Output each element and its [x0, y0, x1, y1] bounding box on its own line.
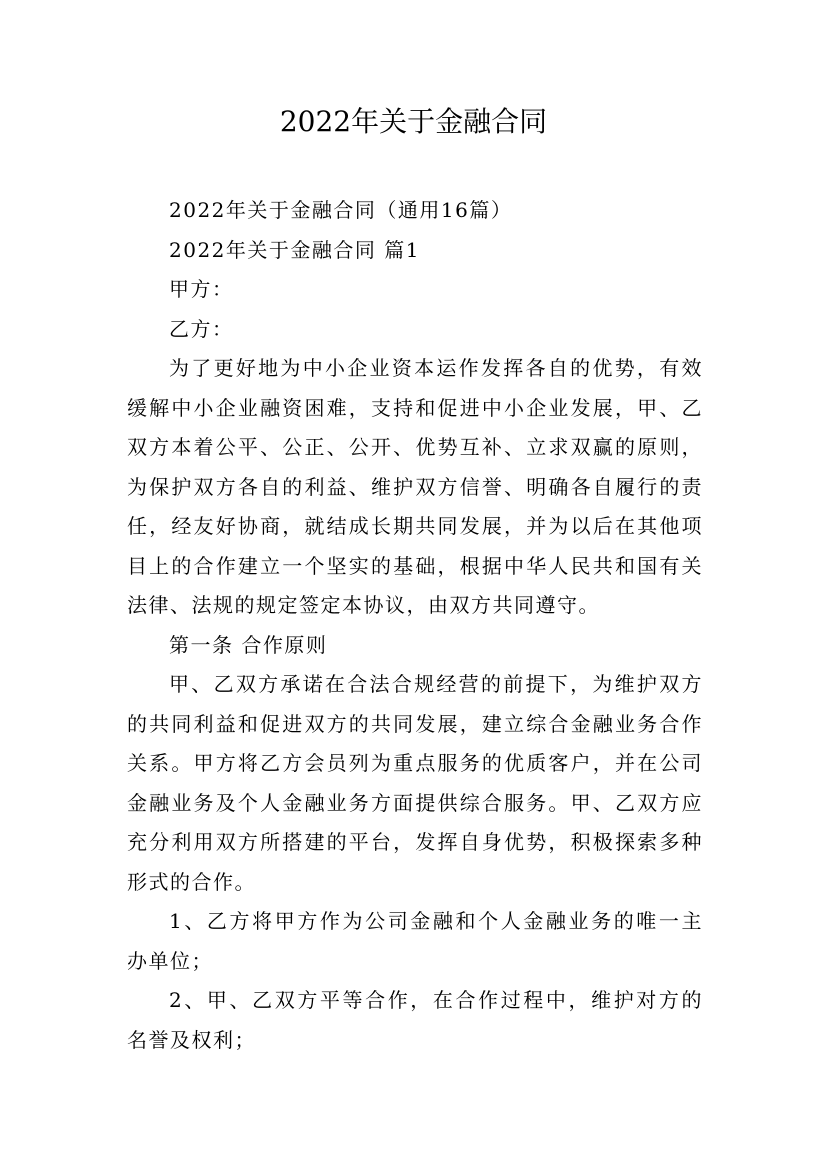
list-item-line: 办单位；	[127, 948, 213, 973]
paragraph-line: 为了更好地为中小企业资本运作发挥各自的优势，有效	[169, 356, 703, 380]
paragraph-line: 目上的合作建立一个坚实的基础，根据中华人民共和国有关	[127, 553, 703, 578]
list-item-line: 2、甲、乙双方平等合作，在合作过程中，维护对方的	[169, 988, 703, 1012]
paragraph-line: 为保护双方各自的利益、维护双方信誉、明确各自履行的责	[127, 474, 703, 499]
paragraph-line: 任，经友好协商，就结成长期共同发展，并为以后在其他项	[127, 514, 703, 538]
paragraph-line: 金融业务及个人金融业务方面提供综合服务。甲、乙双方应	[127, 790, 703, 815]
paragraph-line: 形式的合作。	[127, 869, 256, 894]
paragraph-line: 关系。甲方将乙方会员列为重点服务的优质客户，并在公司	[127, 751, 703, 775]
document-title: 2022年关于金融合同	[279, 105, 548, 138]
article-heading: 第一条 合作原则	[169, 632, 328, 657]
paragraph-line: 缓解中小企业融资困难，支持和促进中小企业发展，甲、乙	[127, 395, 703, 420]
section-heading: 2022年关于金融合同 篇1	[169, 237, 420, 262]
party-b-line: 乙方：	[169, 316, 234, 341]
paragraph-line: 甲、乙双方承诺在合法合规经营的前提下，为维护双方	[169, 672, 703, 696]
list-item-line: 名誉及权利；	[127, 1027, 256, 1052]
document-body	[127, 191, 703, 1060]
party-a-line: 甲方：	[169, 277, 234, 301]
paragraph-line: 双方本着公平、公正、公开、优势互补、立求双赢的原则，	[127, 435, 703, 459]
paragraph-line: 充分利用双方所搭建的平台，发挥自身优势，积极探索多种	[127, 830, 703, 854]
paragraph-line: 的共同利益和促进双方的共同发展，建立综合金融业务合作	[127, 711, 703, 736]
subtitle-line: 2022年关于金融合同（通用16篇）	[169, 198, 513, 222]
paragraph-line: 法律、法规的规定签定本协议，由双方共同遵守。	[127, 593, 600, 617]
list-item-line: 1、乙方将甲方作为公司金融和个人金融业务的唯一主	[169, 909, 703, 933]
